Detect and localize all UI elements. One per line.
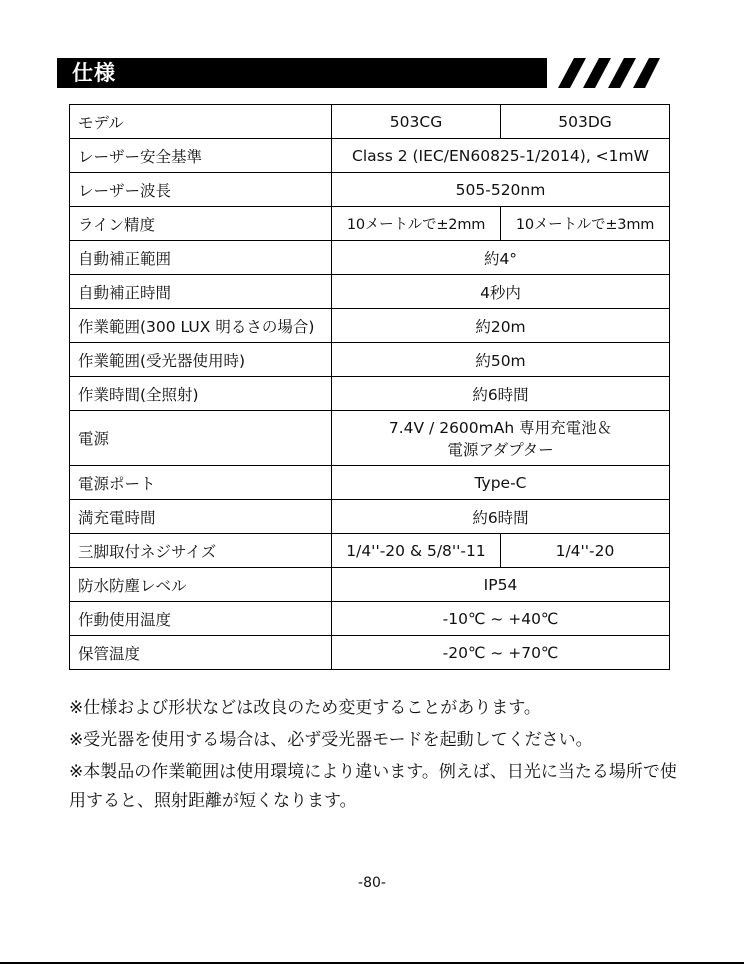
spec-label: レーザー波長 — [70, 173, 332, 207]
table-row — [70, 568, 670, 602]
spec-label: 作動使用温度 — [70, 602, 332, 636]
spec-label: レーザー安全基準 — [70, 139, 332, 173]
header-bar — [57, 58, 547, 88]
spec-value: 約4° — [332, 241, 670, 275]
spec-label: 自動補正時間 — [70, 275, 332, 309]
spec-value: -20℃ ~ +70℃ — [332, 636, 670, 670]
table-row — [70, 377, 670, 411]
spec-value: 約6時間 — [332, 377, 670, 411]
spec-label: モデル — [70, 105, 332, 139]
table-row — [70, 309, 670, 343]
spec-value-503dg: 1/4''-20 — [501, 534, 670, 568]
spec-value — [332, 411, 670, 466]
table-row — [70, 275, 670, 309]
spec-value: 505-520nm — [332, 173, 670, 207]
table-row — [70, 500, 670, 534]
table-row — [70, 411, 670, 466]
spec-value-503cg: 503CG — [332, 105, 501, 139]
note-text: ※本製品の作業範囲は使用環境により違います。例えば、日光に当たる場所で使用すると、照射距離が短くなります。 — [69, 762, 677, 811]
table-row — [70, 139, 670, 173]
spec-value: Class 2 (IEC/EN60825-1/2014), <1mW — [332, 139, 670, 173]
spec-label: 満充電時間 — [70, 500, 332, 534]
spec-label: ライン精度 — [70, 207, 332, 241]
header-stripes-decoration — [540, 58, 660, 88]
section-title: 仕様 — [72, 61, 116, 85]
spec-value: 約20m — [332, 309, 670, 343]
bottom-rule — [0, 962, 744, 964]
table-row — [70, 173, 670, 207]
page-number: -80- — [358, 875, 386, 891]
spec-label: 自動補正範囲 — [70, 241, 332, 275]
note-text: ※受光器を使用する場合は、必ず受光器モードを起動してください。 — [69, 730, 593, 750]
table-row — [70, 105, 670, 139]
spec-value: IP54 — [332, 568, 670, 602]
spec-value-503cg: 1/4''-20 & 5/8''-11 — [332, 534, 501, 568]
spec-label: 電源ポート — [70, 466, 332, 500]
table-row — [70, 466, 670, 500]
table-row — [70, 636, 670, 670]
spec-value-line: 7.4V / 2600mAh 専用充電池＆ — [388, 419, 613, 437]
notes-section — [69, 694, 689, 819]
spec-value: 約6時間 — [332, 500, 670, 534]
table-row — [70, 534, 670, 568]
spec-label: 保管温度 — [70, 636, 332, 670]
spec-label: 電源 — [70, 411, 332, 466]
spec-label: 三脚取付ネジサイズ — [70, 534, 332, 568]
spec-value: Type-C — [332, 466, 670, 500]
spec-value: -10℃ ~ +40℃ — [332, 602, 670, 636]
spec-label: 作業時間(全照射) — [70, 377, 332, 411]
spec-value-503dg: 503DG — [501, 105, 670, 139]
spec-label: 防水防塵レベル — [70, 568, 332, 602]
table-row — [70, 343, 670, 377]
note-text: ※仕様および形状などは改良のため変更することがあります。 — [69, 698, 541, 718]
spec-value: 4秒内 — [332, 275, 670, 309]
spec-value-503dg: 10メートルで±3mm — [501, 207, 670, 241]
table-row — [70, 602, 670, 636]
spec-value-line: 電源アダプター — [447, 441, 554, 459]
spec-label: 作業範囲(受光器使用時) — [70, 343, 332, 377]
table-row — [70, 241, 670, 275]
spec-value: 約50m — [332, 343, 670, 377]
spec-label: 作業範囲(300 LUX 明るさの場合) — [70, 309, 332, 343]
spec-table — [69, 104, 670, 670]
table-row — [70, 207, 670, 241]
spec-value-503cg: 10メートルで±2mm — [332, 207, 501, 241]
